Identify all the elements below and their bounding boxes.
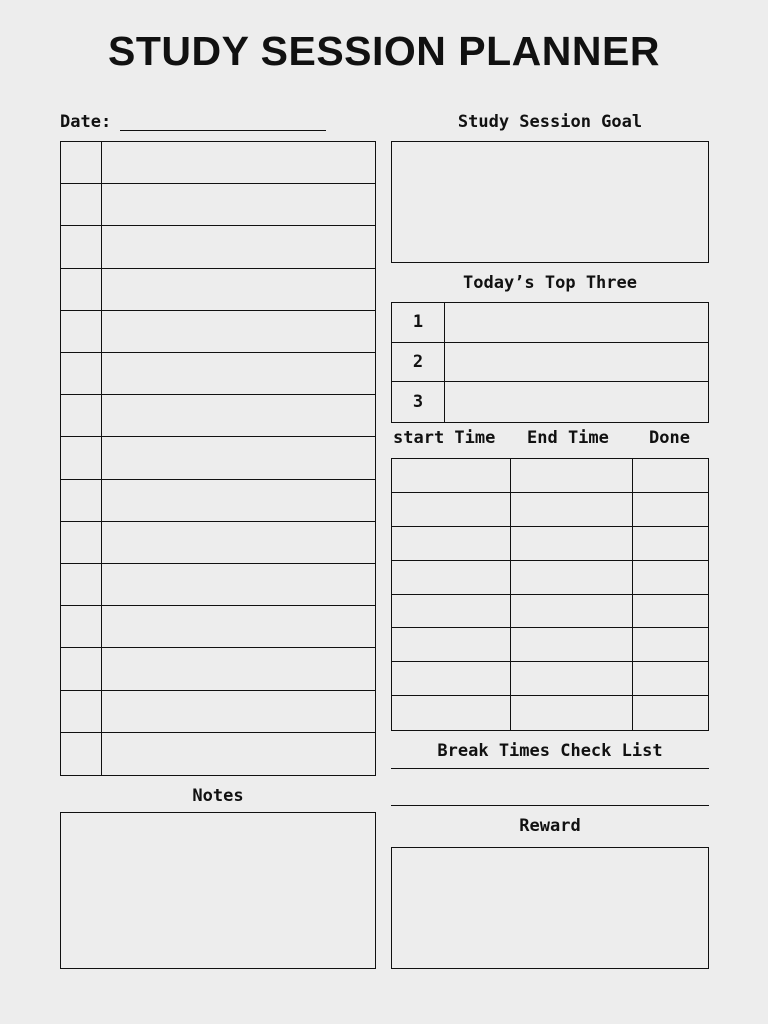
start-time-cell[interactable] [392, 493, 511, 527]
end-time-cell[interactable] [511, 595, 633, 629]
start-time-cell[interactable] [392, 696, 511, 730]
break-line[interactable] [391, 805, 709, 806]
schedule-check-cell[interactable] [61, 733, 102, 775]
start-time-header: start Time [393, 428, 496, 448]
schedule-entry-cell[interactable] [102, 395, 375, 437]
notes-box[interactable] [60, 812, 376, 969]
done-cell[interactable] [633, 493, 708, 527]
schedule-entry-cell[interactable] [102, 311, 375, 353]
break-heading: Break Times Check List [437, 741, 663, 761]
schedule-check-cell[interactable] [61, 226, 102, 268]
done-cell[interactable] [633, 628, 708, 662]
schedule-check-cell[interactable] [61, 142, 102, 184]
schedule-entry-cell[interactable] [102, 269, 375, 311]
reward-box[interactable] [391, 847, 709, 969]
schedule-entry-cell[interactable] [102, 142, 375, 184]
done-cell[interactable] [633, 561, 708, 595]
schedule-entry-cell[interactable] [102, 226, 375, 268]
done-cell[interactable] [633, 595, 708, 629]
top-three-entry[interactable] [445, 343, 708, 383]
time-table [391, 458, 709, 731]
schedule-entry-cell[interactable] [102, 353, 375, 395]
top-three-number: 3 [392, 382, 445, 422]
schedule-entry-cell[interactable] [102, 437, 375, 479]
schedule-check-cell[interactable] [61, 564, 102, 606]
schedule-entry-cell[interactable] [102, 184, 375, 226]
schedule-entry-cell[interactable] [102, 480, 375, 522]
end-time-cell[interactable] [511, 527, 633, 561]
schedule-entry-cell[interactable] [102, 733, 375, 775]
schedule-entry-cell[interactable] [102, 648, 375, 690]
done-cell[interactable] [633, 527, 708, 561]
end-time-cell[interactable] [511, 696, 633, 730]
schedule-entry-cell[interactable] [102, 691, 375, 733]
schedule-check-cell[interactable] [61, 184, 102, 226]
done-header: Done [649, 428, 690, 448]
goal-box[interactable] [391, 141, 709, 263]
break-line[interactable] [391, 768, 709, 769]
start-time-cell[interactable] [392, 595, 511, 629]
schedule-check-cell[interactable] [61, 311, 102, 353]
schedule-check-cell[interactable] [61, 606, 102, 648]
date-label: Date: [60, 112, 112, 132]
schedule-check-cell[interactable] [61, 353, 102, 395]
date-field[interactable] [120, 130, 326, 131]
end-time-cell[interactable] [511, 561, 633, 595]
top-three-heading: Today’s Top Three [463, 273, 637, 293]
top-three-number: 1 [392, 303, 445, 343]
done-cell[interactable] [633, 696, 708, 730]
end-time-cell[interactable] [511, 662, 633, 696]
top-three-number: 2 [392, 343, 445, 383]
notes-heading: Notes [192, 786, 244, 806]
top-three-entry[interactable] [445, 382, 708, 422]
start-time-cell[interactable] [392, 527, 511, 561]
schedule-check-cell[interactable] [61, 691, 102, 733]
schedule-entry-cell[interactable] [102, 606, 375, 648]
page-title: STUDY SESSION PLANNER [108, 28, 660, 74]
top-three-entry[interactable] [445, 303, 708, 343]
top-three-table [391, 302, 709, 423]
start-time-cell[interactable] [392, 628, 511, 662]
schedule-check-cell[interactable] [61, 437, 102, 479]
goal-heading: Study Session Goal [457, 112, 643, 132]
done-cell[interactable] [633, 459, 708, 493]
schedule-check-cell[interactable] [61, 269, 102, 311]
end-time-cell[interactable] [511, 493, 633, 527]
schedule-check-cell[interactable] [61, 395, 102, 437]
end-time-cell[interactable] [511, 628, 633, 662]
schedule-check-cell[interactable] [61, 522, 102, 564]
schedule-table [60, 141, 376, 776]
reward-heading: Reward [519, 816, 581, 836]
start-time-cell[interactable] [392, 662, 511, 696]
schedule-entry-cell[interactable] [102, 522, 375, 564]
end-time-header: End Time [527, 428, 609, 448]
schedule-check-cell[interactable] [61, 480, 102, 522]
start-time-cell[interactable] [392, 459, 511, 493]
schedule-entry-cell[interactable] [102, 564, 375, 606]
start-time-cell[interactable] [392, 561, 511, 595]
schedule-check-cell[interactable] [61, 648, 102, 690]
done-cell[interactable] [633, 662, 708, 696]
end-time-cell[interactable] [511, 459, 633, 493]
